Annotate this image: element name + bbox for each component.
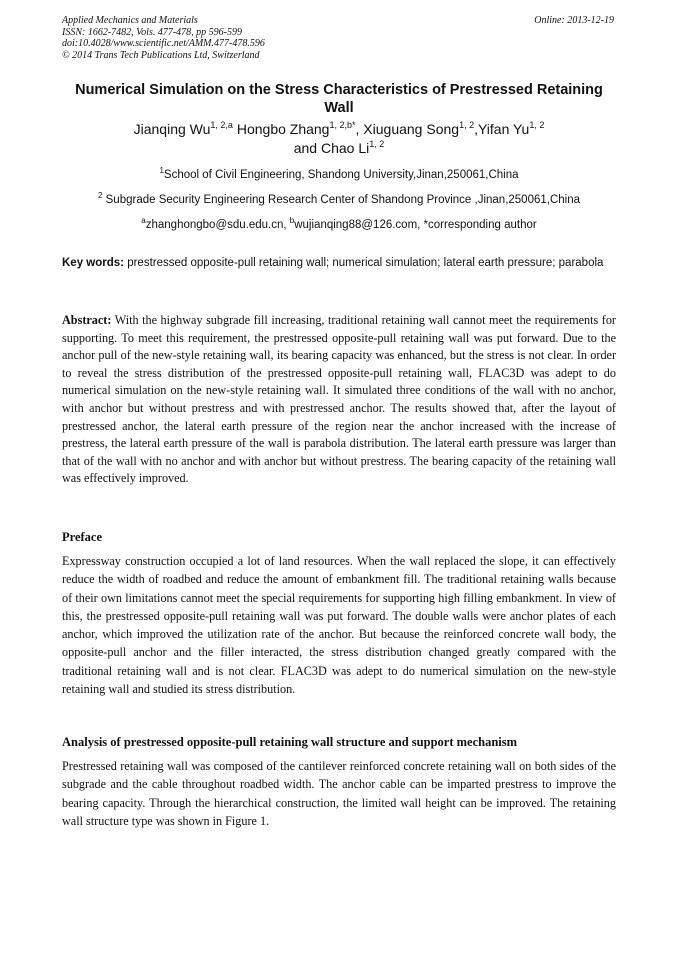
email-text: zhanghongbo@sdu.edu.cn, bbox=[145, 219, 290, 231]
section-heading-preface: Preface bbox=[62, 530, 103, 544]
keywords bbox=[62, 255, 616, 272]
author-line-2 bbox=[62, 139, 616, 158]
journal-name: Applied Mechanics and Materials bbox=[62, 15, 198, 26]
author-name: and Chao Li bbox=[293, 140, 370, 156]
email-mark: b bbox=[289, 216, 295, 225]
section-body-analysis: Prestressed retaining wall was composed of the cantilever reinforced concrete retaining wall on both sides of the subgrade and the cable throughout roadbed width. The anchor cable can be imparted prestress to improve the bearing capacity. Through the hierarchical construction, the limited wall height can be improved. The retaining wall structure type was shown in Figure 1. bbox=[62, 759, 616, 828]
author-affil-mark: 1, 2 bbox=[529, 120, 545, 130]
affil-text: School of Civil Engineering, Shandong University,Jinan,250061,China bbox=[163, 169, 519, 181]
copyright-line: © 2014 Trans Tech Publications Ltd, Switzerland bbox=[62, 49, 260, 61]
author-affil-mark: 1, 2 bbox=[369, 139, 385, 149]
online-date: Online: 2013-12-19 bbox=[534, 15, 614, 26]
section-heading-analysis: Analysis of prestressed opposite-pull retaining wall structure and support mechanism bbox=[62, 735, 518, 749]
affil-mark: 1 bbox=[159, 166, 164, 175]
doi-line: doi:10.4028/www.scientific.net/AMM.477-478.596 bbox=[62, 38, 265, 49]
keywords-label: Key words: bbox=[62, 257, 124, 269]
author-list bbox=[62, 120, 616, 158]
journal-header bbox=[62, 15, 265, 61]
affil-text: Subgrade Security Engineering Research Center of Shandong Province ,Jinan,250061,China bbox=[105, 194, 581, 206]
author-name: Jianqing Wu bbox=[133, 121, 211, 137]
affiliation-2 bbox=[62, 193, 616, 207]
paper-title: Numerical Simulation on the Stress Characteristics of Prestressed Retaining Wall bbox=[75, 82, 603, 116]
email-line bbox=[62, 218, 616, 232]
abstract bbox=[62, 312, 616, 488]
affil-mark: 2 bbox=[97, 191, 103, 200]
author-affil-mark: 1, 2,a bbox=[210, 120, 233, 130]
author-name: Xiuguang Song bbox=[363, 121, 460, 137]
affiliation-1 bbox=[62, 168, 616, 182]
email-text: wujianqing88@126.com, *corresponding author bbox=[294, 219, 537, 231]
abstract-label: Abstract: bbox=[62, 313, 112, 327]
author-line-1: Jianqing Wu$^{1, 2,a}$ Hongbo Zhang$^{1, 2,b*}$, Xiuguang Song$^{1, 2}$,Yifan Yu$^{1, 2}$ bbox=[133, 120, 545, 137]
keywords-text: prestressed opposite-pull retaining wall; numerical simulation; lateral earth pressure; parabola bbox=[124, 257, 604, 269]
author-name: Yifan Yu bbox=[477, 121, 530, 137]
author-affil-mark: 1, 2 bbox=[459, 120, 475, 130]
issn-line: ISSN: 1662-7482, Vols. 477-478, pp 596-599 bbox=[62, 26, 242, 38]
section-body-preface: Expressway construction occupied a lot of land resources. When the wall replaced the slope, it can effectively reduce the width of roadbed and reduce the amount of embankment fill. The traditional retaining walls because of their own limitations cannot meet the special requirements for supporting high filling embankment. In view of this, the prestressed opposite-pull retaining wall was put forward. The double walls were anchor plates of each anchor, which improved the utilization rate of the anchor. But because the reinforced concrete wall body, the opposite-pull anchor and the filler interacted, the stress distribution changed greatly compared with the traditional retaining wall and is not clear. FLAC3D was adept to do numerical simulation on the new-style retaining wall and studied its stress distribution. bbox=[62, 554, 616, 697]
abstract-text: With the highway subgrade fill increasing, traditional retaining wall cannot meet the requirements for supporting. To meet this requirement, the prestressed opposite-pull retaining wall was put forward. Due to the anchor pull of the new-style retaining wall, its bearing capacity was enhanced, but the stress is not clear. In order to reveal the stress distribution of the prestressed opposite-pull retaining wall, FLAC3D was adept to do numerical simulation on the new-style retaining wall. It simulated three conditions of the wall with no anchor, with anchor but without prestress and with prestressed anchor. The results showed that, after the layout of prestressed anchor, the lateral earth pressure of the region near the anchor increased with the increase of prestress, the lateral earth pressure of the wall is parabola distribution. The lateral earth pressure was larger than that of the wall with no anchor and with anchor but without prestress. The bearing capacity of the retaining wall was effectively improved. bbox=[62, 313, 616, 486]
email-mark: a bbox=[141, 216, 146, 225]
author-name: Hongbo Zhang bbox=[236, 121, 330, 137]
author-affil-mark: 1, 2,b* bbox=[329, 120, 356, 130]
